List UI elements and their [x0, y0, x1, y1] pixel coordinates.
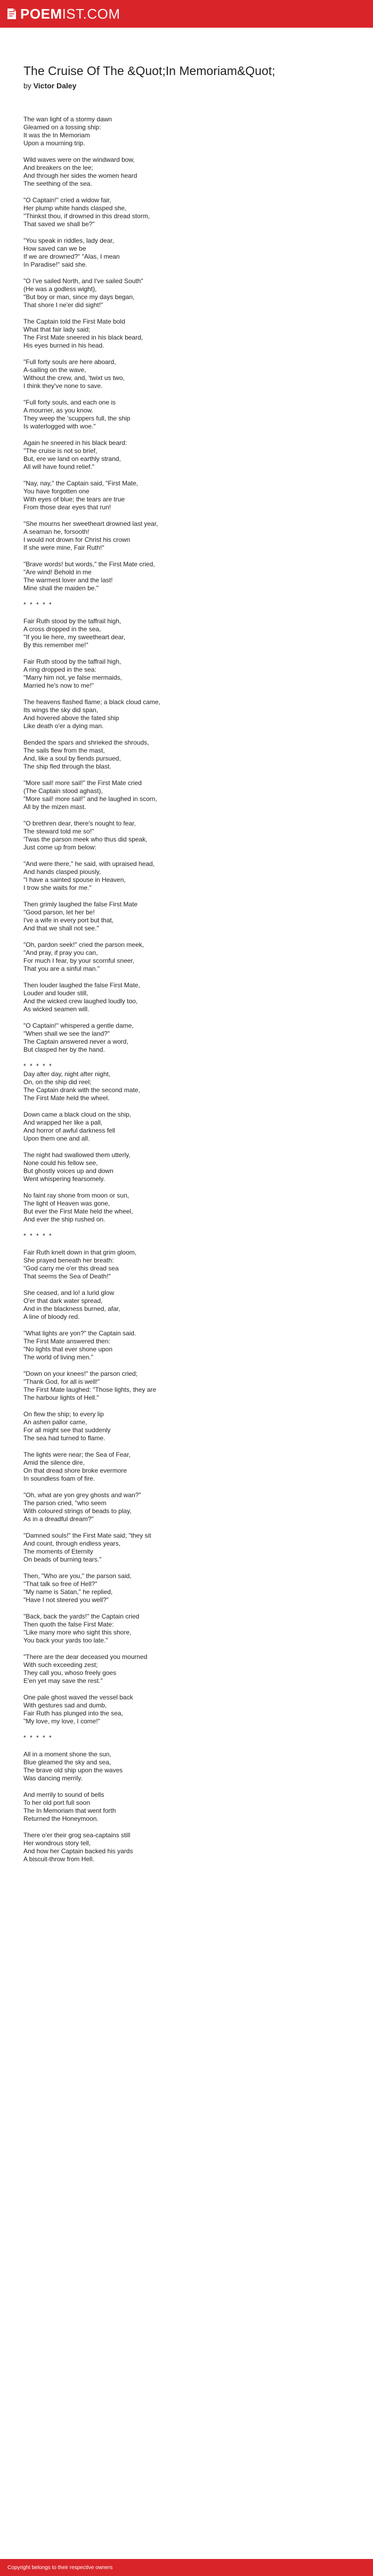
poem-line: "More sail! more sail!" the First Mate cried — [23, 779, 142, 787]
stanza — [23, 860, 350, 892]
poem-line: The In Memoriam that went forth — [23, 1807, 116, 1814]
poem-line: Day after day, night after night, — [23, 1070, 111, 1078]
poem-line: For all might see that suddenly — [23, 1426, 111, 1434]
stanza — [23, 520, 350, 552]
poem-line: The warmest lover and the last! — [23, 576, 113, 584]
poem-line: Then louder laughed the false First Mate, — [23, 981, 140, 989]
poem-line: The seething of the sea. — [23, 180, 92, 187]
poem-line: "You speak in riddles, lady dear, — [23, 237, 114, 244]
poem-line: With such exceeding zest; — [23, 1661, 98, 1669]
poem-line: The sea had turned to flame. — [23, 1434, 106, 1442]
stanza — [23, 196, 350, 228]
poem-line: Mine shall the maiden be." — [23, 584, 99, 592]
stanza — [23, 617, 350, 649]
poem-line: "Back, back the yards!" the Captain cried — [23, 1613, 140, 1620]
poem-line: All by the mizen mast. — [23, 803, 86, 811]
poem-line: By this remember me!" — [23, 641, 88, 649]
poem-line: And through her sides the women heard — [23, 172, 137, 179]
poem-line: That seems the Sea of Death!" — [23, 1273, 111, 1280]
poem-line: "My love, my love, I come!" — [23, 1718, 100, 1725]
poem-body — [23, 115, 350, 1863]
stanza — [23, 779, 350, 811]
poem-line: And that we shall not see." — [23, 924, 99, 932]
poem-line: You have forgotten one — [23, 488, 90, 495]
poem-line: But clasped her by the hand. — [23, 1046, 105, 1053]
poem-line: Just come up from below: — [23, 844, 96, 851]
poem-line: If she were mine, Fair Ruth!" — [23, 544, 104, 551]
poem-line: The light of Heaven was gone, — [23, 1200, 110, 1207]
stanza — [23, 1111, 350, 1143]
poem-line: One pale ghost waved the vessel back — [23, 1694, 133, 1701]
poem-line: That you are a sinful man." — [23, 965, 100, 972]
stanza — [23, 560, 350, 592]
poem-line: The world of living men." — [23, 1353, 93, 1361]
poem-line: Wild waves were on the windward bow, — [23, 156, 135, 163]
poem-line: "Marry him not, ye false mermaids, — [23, 674, 122, 681]
poem-line: In Paradise!" said she. — [23, 261, 87, 268]
poem-line: Gleamed on a tossing ship: — [23, 123, 101, 131]
poem-line: The First Mate laughed: "Those lights, they are — [23, 1386, 157, 1393]
poem-line: A seaman he, forsooth! — [23, 528, 90, 535]
poem-line: A biscuit-throw from Hell. — [23, 1855, 94, 1863]
stanza — [23, 981, 350, 1013]
poem-line: The brave old ship upon the waves — [23, 1766, 123, 1774]
stanza — [23, 1151, 350, 1183]
poem-line: "Oh, what are yon grey ghosts and wan?" — [23, 1491, 141, 1499]
poem-line: The First Mate answered then: — [23, 1337, 110, 1345]
poem-line: For much I fear, by your scornful sneer, — [23, 957, 135, 964]
poem-line: The First Mate held the wheel. — [23, 1094, 110, 1102]
stanza — [23, 698, 350, 730]
book-icon — [6, 7, 17, 20]
poem-line: The Captain answered never a word, — [23, 1038, 128, 1045]
stanza — [23, 658, 350, 690]
poem-line: "Brave words! but words," the First Mate cried, — [23, 560, 155, 568]
stanza — [23, 739, 350, 771]
author-link[interactable]: Victor Daley — [33, 81, 77, 90]
poem-line: "When shall we see the land?" — [23, 1030, 110, 1037]
stanza — [23, 901, 350, 932]
poem-line: With eyes of blue; the tears are true — [23, 496, 125, 503]
poem-line: And the wicked crew laughed loudly too, — [23, 997, 138, 1005]
poem-line: And wrapped her like a pall, — [23, 1119, 103, 1126]
stanza — [23, 941, 350, 973]
poem-line: "O I've sailed North, and I've sailed South" — [23, 277, 143, 285]
stanza — [23, 399, 350, 431]
poem-line: Fair Ruth has plunged into the sea, — [23, 1710, 123, 1717]
poem-line: From those dear eyes that run! — [23, 503, 111, 511]
poem-line: And breakers on the lee; — [23, 164, 93, 171]
site-header — [0, 0, 373, 28]
poem-line: She ceased, and lo! a lurid glow — [23, 1289, 115, 1297]
poem-line: Then quoth the false First Mate: — [23, 1621, 114, 1628]
poem-line: "If you lie here, my sweetheart dear, — [23, 633, 126, 641]
poem-line: And ever the ship rushed on. — [23, 1216, 106, 1223]
poem-line: The Captain told the First Mate bold — [23, 318, 125, 325]
poem-line: A ring dropped in the sea: — [23, 666, 96, 673]
poem-line: A mourner, as you know. — [23, 407, 93, 414]
poem-line: 'Twas the parson meek who thus did speak, — [23, 836, 148, 843]
poem-line: "Down on your knees!" the parson cried; — [23, 1370, 137, 1377]
poem-line: "O Captain!" cried a widow fair, — [23, 196, 111, 204]
poem-line: Is waterlogged with woe." — [23, 423, 96, 430]
poem-line: "More sail! more sail!" and he laughed in scorn, — [23, 795, 157, 803]
poem-line: "Full forty souls are here aboard, — [23, 358, 116, 366]
poem-line: "O brethren dear, there's nought to fear, — [23, 820, 136, 827]
poem-line: The wan light of a stormy dawn — [23, 115, 112, 123]
poem-line: And hands clasped piously, — [23, 868, 101, 876]
poem-title: The Cruise Of The &Quot;In Memoriam&Quot; — [23, 64, 275, 78]
stanza — [23, 1491, 350, 1523]
poem-line: Like death o'er a dying man. — [23, 722, 104, 730]
poem-line: "Like many more who sight this shore, — [23, 1629, 132, 1636]
poem-line: "No lights that ever shone upon — [23, 1345, 113, 1353]
poem-line: Its wings the sky did span, — [23, 706, 99, 714]
poem-line: Fair Ruth knelt down in that grim gloom, — [23, 1249, 137, 1256]
poem-line: "What lights are yon?" the Captain said. — [23, 1330, 136, 1337]
poem-line: On that dread shore broke evermore — [23, 1467, 127, 1474]
poem-line: In soundless foam of fire. — [23, 1475, 95, 1482]
poem-line: (The Captain stood aghast), — [23, 787, 103, 795]
stanza — [23, 1613, 350, 1645]
poem-line: The night had swallowed them utterly, — [23, 1151, 131, 1159]
poem-line: On flew the ship; to every lip — [23, 1410, 104, 1418]
poem-line: Fair Ruth stood by the taffrail high, — [23, 617, 121, 625]
stanza — [23, 1192, 350, 1224]
poem-line: What that fair lady said; — [23, 326, 91, 333]
poem-line: To her old port full soon — [23, 1799, 90, 1806]
poem-line: That shore I ne'er did sight!" — [23, 301, 103, 309]
poem-line: "Good parson, let her be! — [23, 909, 95, 916]
poem-line: And, like a soul by fiends pursued, — [23, 755, 121, 762]
poem-line: Down came a black cloud on the ship, — [23, 1111, 132, 1118]
stanza — [23, 1249, 350, 1281]
poem-line: But ghostly voices up and down — [23, 1167, 113, 1175]
logo-text-bold: POEM — [20, 5, 62, 22]
poem-line: The harbour lights of Hell." — [23, 1394, 99, 1401]
poem-line: That saved we shall be?" — [23, 220, 95, 228]
stanza — [23, 237, 350, 269]
poem-line: "Nay, nay," the Captain said, "First Mate, — [23, 480, 139, 487]
section-separator: * * * * * — [23, 1734, 53, 1741]
byline — [23, 81, 350, 90]
poem-line: Louder and louder still, — [23, 989, 88, 997]
poem-line: And hovered above the fated ship — [23, 714, 119, 722]
poem-line: Without the crew, and, 'twixt us two, — [23, 374, 125, 382]
stanza — [23, 1791, 350, 1823]
poem-line: Fair Ruth stood by the taffrail high, — [23, 658, 121, 665]
poem-line: (He was a godless wight), — [23, 285, 97, 293]
poem-line: Again he sneered in his black beard: — [23, 439, 127, 447]
poem-line: And count, through endless years, — [23, 1540, 121, 1547]
poem-line: But, ere we land on earthly strand, — [23, 455, 121, 463]
stanza — [23, 1734, 350, 1742]
poem-line: "That talk so free of Hell?" — [23, 1580, 98, 1588]
stanza — [23, 1022, 350, 1054]
poem-line: The moments of Eternity — [23, 1548, 93, 1555]
poem-line: I've a wife in every port but that, — [23, 917, 114, 924]
poem-line: On beads of burning tears." — [23, 1556, 102, 1563]
poem-line: Her plump white hands clasped she, — [23, 204, 127, 212]
poem-line: You back your yards too late." — [23, 1637, 108, 1644]
stanza — [23, 1232, 350, 1240]
poem-line: "The cruise is not so brief, — [23, 447, 98, 455]
by-label: by — [23, 81, 31, 90]
stanza — [23, 358, 350, 390]
poem-line: "I have a sainted spouse in Heaven, — [23, 876, 126, 884]
poem-line: "My name is Satan," he replied, — [23, 1588, 113, 1596]
poem-line: She prayed beneath her breath: — [23, 1257, 114, 1264]
stanza — [23, 1831, 350, 1863]
poem-line: The lights were near; the Sea of Fear, — [23, 1451, 131, 1458]
poem-line: How saved can we be — [23, 245, 86, 252]
poem-line: I would not drown for Christ his crown — [23, 536, 131, 543]
site-footer — [0, 2559, 373, 2576]
poem-line: They weep the 'scuppers full, the ship — [23, 415, 131, 422]
poem-line: "Full forty souls, and each one is — [23, 399, 116, 406]
poem-line: O'er that dark water spread, — [23, 1297, 103, 1304]
footer-copyright: Copyright belongs to their respective owners — [7, 2564, 113, 2571]
poem-line: A line of bloody red. — [23, 1313, 80, 1320]
section-separator: * * * * * — [23, 1232, 53, 1240]
stanza — [23, 1289, 350, 1321]
poem-line: They call you, whoso freely goes — [23, 1669, 117, 1677]
poem-line: "There are the dear deceased you mourned — [23, 1653, 148, 1661]
poem-line: Went whispering fearsomely. — [23, 1175, 105, 1183]
poem-line: With gestures sad and dumb, — [23, 1702, 107, 1709]
poem-line: Married he's now to me!" — [23, 682, 94, 689]
poem-line: "Have I not steered you well?" — [23, 1596, 109, 1604]
poem-line: "O Captain!" whispered a gentle dame, — [23, 1022, 134, 1029]
stanza — [23, 1062, 350, 1102]
poem-content — [0, 28, 373, 1863]
stanza — [23, 156, 350, 188]
poem-line: The steward told me so!" — [23, 828, 94, 835]
poem-line: His eyes burned in his head. — [23, 342, 104, 349]
poem-line: A cross dropped in the sea, — [23, 625, 101, 633]
stanza — [23, 277, 350, 309]
poem-line: The sails flew from the mast, — [23, 747, 105, 754]
stanza — [23, 115, 350, 147]
poem-line: If we are drowned?" "Alas, I mean — [23, 253, 120, 260]
poem-line: "Damned souls!" the First Mate said; "they sit — [23, 1532, 151, 1539]
poem-line: Blue gleamed the sky and sea, — [23, 1758, 111, 1766]
poem-line: "She mourns her sweetheart drowned last year, — [23, 520, 158, 527]
poem-line: The First Mate sneered in his black beard, — [23, 334, 143, 341]
poem-line: Then, "Who are you," the parson said, — [23, 1572, 132, 1580]
poem-line: "Oh, pardon seek!" cried the parson meek, — [23, 941, 144, 948]
logo-text-light: IST.COM — [62, 5, 120, 22]
poem-line: There o'er their grog sea-captains still — [23, 1831, 131, 1839]
poem-line: And in the blackness burned, afar, — [23, 1305, 120, 1312]
poem-line: A-sailing on the wave, — [23, 366, 86, 374]
poem-line: As in a dreadful dream?" — [23, 1515, 94, 1523]
section-separator: * * * * * — [23, 1062, 53, 1070]
stanza — [23, 318, 350, 350]
poem-line: Returned the Honeymoon. — [23, 1815, 99, 1822]
poem-line: An ashen pallor came, — [23, 1418, 87, 1426]
stanza — [23, 601, 350, 609]
poem-line: With coloured strings of beads to play, — [23, 1507, 132, 1515]
poem-line: No faint ray shone from moon or sun, — [23, 1192, 129, 1199]
poem-line: "Thank God, for all is well!" — [23, 1378, 100, 1385]
poem-line: "Thinkst thou, if drowned in this dread storm, — [23, 212, 150, 220]
stanza — [23, 1751, 350, 1782]
poem-line: Upon a mourning trip. — [23, 139, 85, 147]
poem-line: Upon them one and all. — [23, 1135, 90, 1142]
poem-line: Amid the silence dire, — [23, 1459, 85, 1466]
stanza — [23, 1694, 350, 1725]
poem-line: "Are wind! Behold in me — [23, 568, 92, 576]
stanza — [23, 439, 350, 471]
stanza — [23, 1532, 350, 1564]
stanza — [23, 1572, 350, 1604]
poem-line: None could his fellow see, — [23, 1159, 98, 1167]
poem-line: The heavens flashed flame; a black cloud came, — [23, 698, 160, 706]
poem-line: And horror of awful darkness fell — [23, 1127, 116, 1134]
poem-line: And how her Captain backed his yards — [23, 1847, 133, 1855]
stanza — [23, 1410, 350, 1442]
poem-line: "And were there," he said, with upraised head, — [23, 860, 155, 868]
stanza — [23, 820, 350, 852]
stanza — [23, 1451, 350, 1483]
poem-line: As wicked seamen will. — [23, 1005, 90, 1013]
poem-line: The parson cried, "who seem — [23, 1499, 107, 1507]
poem-line: "And pray, if pray you can, — [23, 949, 98, 956]
poem-line: Then grimly laughed the false First Mate — [23, 901, 138, 908]
poem-line: Bended the spars and shrieked the shrouds, — [23, 739, 149, 746]
poem-line: But ever the First Mate held the wheel, — [23, 1208, 133, 1215]
section-separator: * * * * * — [23, 601, 53, 608]
poem-line: The ship fled through the blast. — [23, 763, 111, 770]
poem-line: Her wondrous story tell, — [23, 1839, 91, 1847]
stanza — [23, 480, 350, 511]
poem-line: All will have found relief." — [23, 463, 94, 470]
stanza — [23, 1653, 350, 1685]
poem-line: E'en yet may save the rest." — [23, 1677, 103, 1685]
poem-line: The Captain drank with the second mate, — [23, 1086, 140, 1094]
poem-line: All in a moment shone the sun, — [23, 1751, 111, 1758]
poem-line: It was the In Memoriam — [23, 131, 90, 139]
poem-line: "God carry me o'er this dread sea — [23, 1265, 119, 1272]
poem-line: I think they've none to save. — [23, 382, 103, 390]
poem-line: And merrily to sound of bells — [23, 1791, 104, 1798]
stanza — [23, 1330, 350, 1361]
poem-line: I trow she waits for me." — [23, 884, 92, 891]
poem-line: Was dancing merrily. — [23, 1774, 83, 1782]
poem-line: On, on the ship did reel; — [23, 1078, 92, 1086]
stanza — [23, 1370, 350, 1402]
site-logo[interactable] — [6, 6, 120, 22]
poem-line: "But boy or man, since my days began, — [23, 293, 135, 301]
